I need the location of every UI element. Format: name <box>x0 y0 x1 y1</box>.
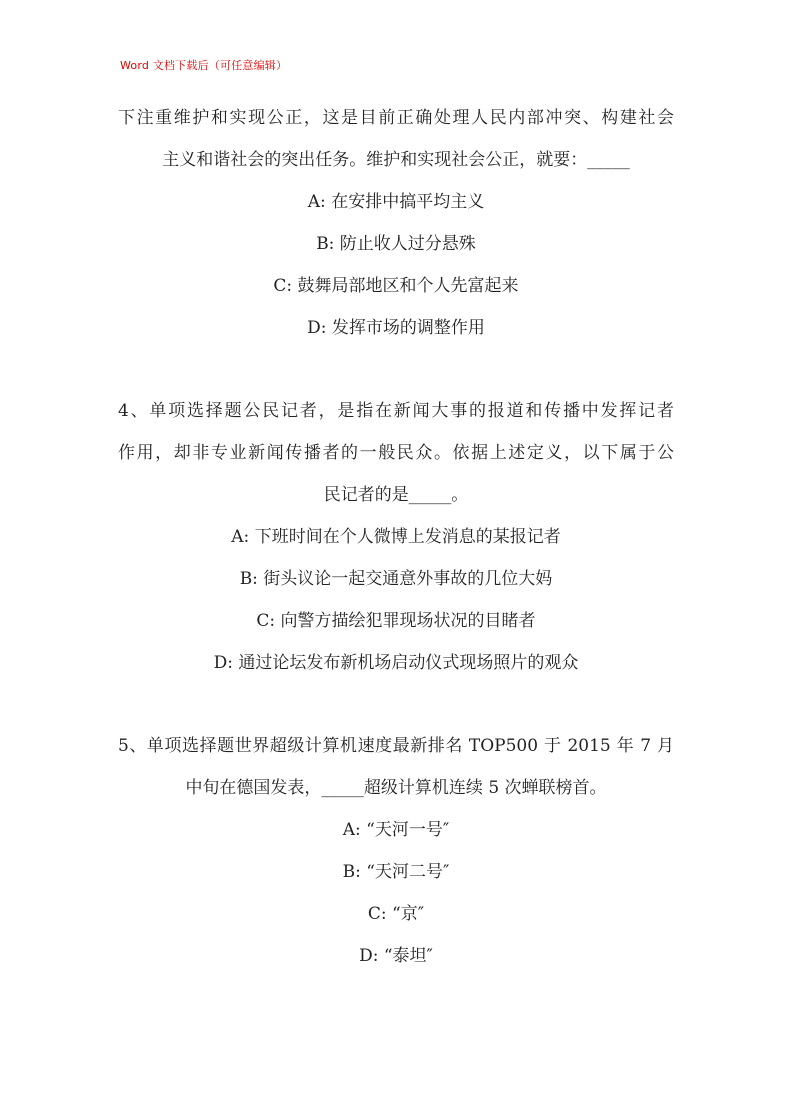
question-3-option-d: D: 发挥市场的调整作用 <box>307 318 485 338</box>
question-5-option-d: D: “泰坦″ <box>359 946 433 966</box>
question-4 <box>118 390 674 684</box>
question-4-option-a: A: 下班时间在个人微博上发消息的某报记者 <box>231 527 561 547</box>
question-4-line-3: 民记者的是_____。 <box>323 485 469 505</box>
question-3-option-a: A: 在安排中搞平均主义 <box>307 192 485 212</box>
question-5-option-c: C: “京″ <box>367 904 425 924</box>
question-5-line-1: 5、单项选择题世界超级计算机速度最新排名 TOP500 于 2015 年 7 月 <box>118 736 674 756</box>
question-5-line-2: 中旬在德国发表，_____超级计算机连续 5 次蝉联榜首。 <box>185 778 607 798</box>
question-5-option-b: B: “天河二号″ <box>342 862 450 882</box>
paragraph-spacer <box>118 684 674 725</box>
question-3-option-b: B: 防止收人过分悬殊 <box>316 234 476 254</box>
question-5-option-a: A: “天河一号″ <box>342 820 450 840</box>
question-4-line-2: 作用，却非专业新闻传播者的一般民众。依据上述定义，以下属于公 <box>118 443 674 463</box>
question-3-line-2: 主义和谐社会的突出任务。维护和实现社会公正，就要：_____ <box>162 150 630 170</box>
question-4-option-d: D: 通过论坛发布新机场启动仪式现场照片的观众 <box>213 653 579 673</box>
question-4-option-b: B: 街头议论一起交通意外事故的几位大妈 <box>239 569 553 589</box>
document-body <box>118 97 674 977</box>
question-4-line-1: 4、单项选择题公民记者，是指在新闻大事的报道和传播中发挥记者 <box>118 401 674 421</box>
document-header-label: Word 文档下载后（可任意编辑） <box>120 59 288 72</box>
question-5 <box>118 725 674 977</box>
question-3-option-c: C: 鼓舞局部地区和个人先富起来 <box>273 276 519 296</box>
question-4-option-c: C: 向警方描绘犯罪现场状况的目睹者 <box>256 611 536 631</box>
question-3-line-1: 下注重维护和实现公正，这是目前正确处理人民内部冲突、构建社会 <box>118 108 674 128</box>
paragraph-spacer <box>118 349 674 390</box>
question-3 <box>118 97 674 349</box>
